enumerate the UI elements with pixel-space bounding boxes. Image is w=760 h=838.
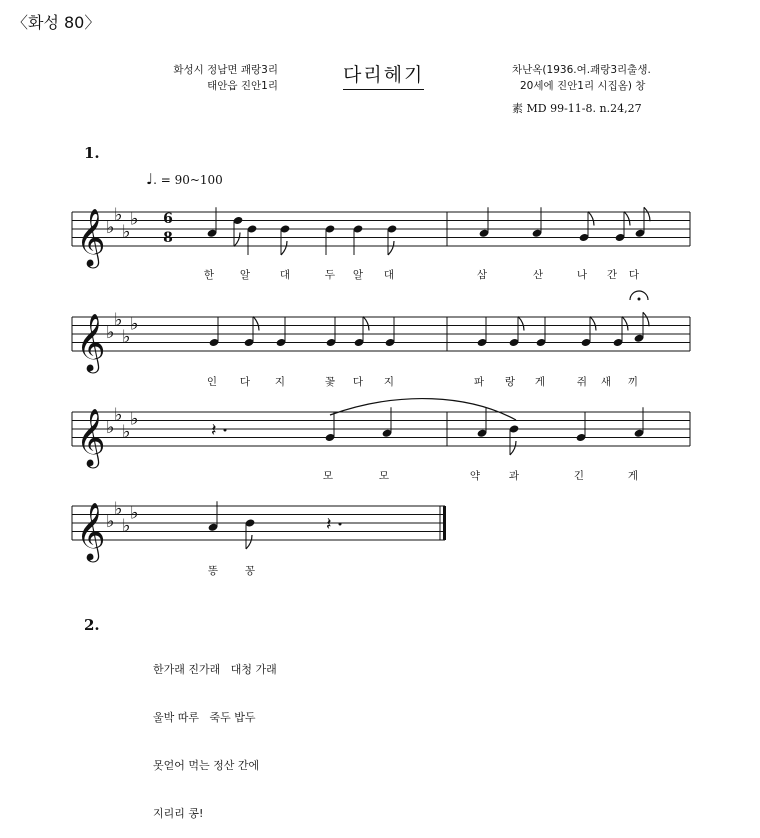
location-line-2: 태안읍 진안1리	[207, 80, 278, 92]
tempo-value: . = 90~100	[153, 173, 223, 187]
note-flag	[622, 317, 628, 331]
lyric-syllable: 긴	[573, 470, 585, 482]
rest-dot	[339, 523, 342, 526]
note-flag	[234, 233, 240, 247]
lyric-syllable: 다	[239, 376, 251, 388]
note-flag	[643, 312, 649, 326]
lyric-syllable: 모	[322, 470, 334, 482]
treble-clef: 𝄞	[76, 408, 106, 466]
final-barline	[443, 506, 446, 540]
lyric-syllable: 한	[203, 269, 215, 281]
lyric-syllable: 모	[378, 470, 390, 482]
note-flag	[388, 241, 394, 255]
treble-clef: 𝄞	[76, 502, 106, 560]
flat-sign: ♭	[122, 515, 131, 537]
flat-sign: ♭	[130, 502, 139, 524]
lyric-syllable: 삼	[476, 269, 488, 281]
lyric-syllable: 산	[532, 269, 544, 281]
flat-sign: ♭	[130, 408, 139, 430]
lyric-syllable: 알	[352, 269, 364, 281]
rest: 𝄽	[211, 420, 217, 441]
flat-sign: ♭	[106, 322, 115, 343]
lyric-syllable: 꽁	[244, 565, 256, 577]
lyric-syllable: 나	[576, 269, 588, 281]
flat-sign: ♭	[114, 204, 123, 226]
lyric-syllable: 쥐	[576, 376, 588, 388]
location-line-1: 화성시 정남면 괘랑3리	[173, 64, 278, 76]
verse-2-number: 2.	[84, 616, 100, 634]
flat-sign: ♭	[122, 421, 131, 443]
treble-clef: 𝄞	[76, 313, 106, 371]
flat-sign: ♭	[130, 208, 139, 230]
lyric-syllable: 간	[606, 269, 618, 281]
song-title: 다리헤기	[343, 60, 424, 90]
lyric-syllable: 지	[383, 376, 395, 388]
note-flag	[624, 212, 630, 226]
lyric-syllable: 인	[206, 376, 218, 388]
note-flag	[590, 317, 596, 331]
lyric-syllable: 알	[239, 269, 251, 281]
lyric-syllable: 지	[274, 376, 286, 388]
flat-sign: ♭	[114, 309, 123, 331]
note-flag	[253, 317, 259, 331]
fermata-dot	[638, 298, 641, 301]
flat-sign: ♭	[106, 217, 115, 238]
verse-2-line: 못얻어 먹는 정산 간에	[153, 759, 260, 772]
verse-2-line: 울박 따루 죽두 밥두	[153, 711, 256, 724]
flat-sign: ♭	[114, 404, 123, 426]
rest: 𝄽	[326, 514, 332, 535]
flat-sign: ♭	[122, 326, 131, 348]
flat-sign: ♭	[122, 221, 131, 243]
lyric-syllable: 게	[534, 376, 546, 388]
lyric-syllable: 과	[508, 470, 520, 482]
lyric-syllable: 똥	[207, 565, 219, 577]
lyric-syllable: 게	[627, 470, 639, 482]
flat-sign: ♭	[106, 511, 115, 532]
singer-line-1: 차난옥(1936.여.괘랑3리출생.	[512, 64, 651, 76]
verse-2-lyrics	[153, 630, 277, 838]
flat-sign: ♭	[106, 417, 115, 438]
tune-code: 〈화성 80〉	[12, 13, 101, 32]
lyric-syllable: 약	[469, 470, 481, 482]
time-signature-top: 6	[163, 211, 173, 227]
note-flag	[510, 441, 516, 455]
note-flag	[518, 317, 524, 331]
singer-line-2: 20세에 진안1리 시집옴) 창	[520, 80, 646, 92]
lyric-syllable: 다	[628, 269, 640, 281]
note-flag	[644, 207, 650, 221]
verse-1-number: 1.	[84, 144, 100, 162]
verse-2-line: 한가래 진가래 대청 가래	[153, 663, 277, 676]
note-flag	[363, 317, 369, 331]
time-signature-bottom: 8	[163, 230, 173, 246]
archive-reference: 素 MD 99-11-8. n.24,27	[512, 102, 642, 115]
lyric-syllable: 새	[600, 376, 612, 388]
rest-dot	[224, 429, 227, 432]
lyric-syllable: 꽃	[324, 376, 336, 388]
lyric-syllable: 다	[352, 376, 364, 388]
verse-2-line: 지리리 콩!	[153, 807, 204, 820]
note-flag	[588, 212, 594, 226]
flat-sign: ♭	[130, 313, 139, 335]
slur	[330, 399, 516, 420]
note-flag	[246, 535, 252, 549]
lyric-syllable: 대	[279, 269, 291, 281]
lyric-syllable: 대	[383, 269, 395, 281]
lyric-syllable: 랑	[504, 376, 516, 388]
tempo-marking: ♩. = 90~100	[146, 170, 223, 188]
flat-sign: ♭	[114, 498, 123, 520]
lyric-syllable: 두	[324, 269, 336, 281]
lyric-syllable: 끼	[627, 376, 639, 388]
treble-clef: 𝄞	[76, 208, 106, 266]
note-flag	[281, 241, 287, 255]
lyric-syllable: 파	[473, 376, 485, 388]
